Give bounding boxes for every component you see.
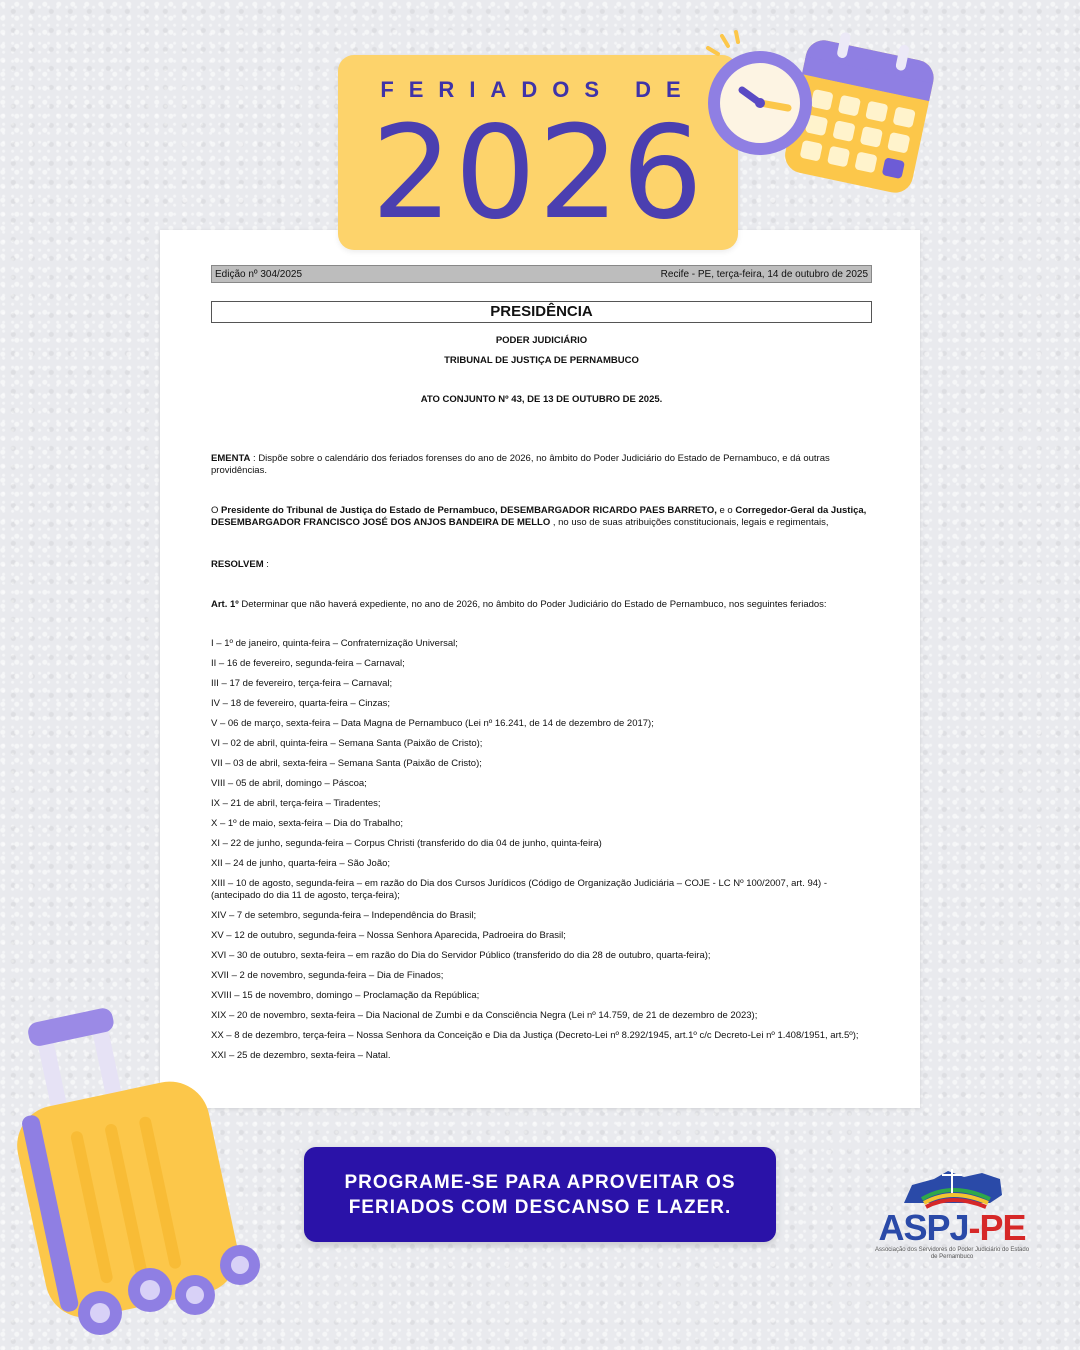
gazette-header (211, 265, 872, 283)
title-heading: FERIADOS DE (380, 77, 696, 102)
pres-end: , no uso de suas atribuições constitucionais, legais e regimentais, (550, 517, 829, 528)
section-title: PRESIDÊNCIA (211, 301, 872, 323)
president-name: Presidente do Tribunal de Justiça do Estado de Pernambuco, DESEMBARGADOR RICARDO PAES BARRETO, (221, 505, 717, 516)
clock-icon (700, 30, 830, 160)
resolvem-colon: : (263, 559, 269, 570)
publication-date: Recife - PE, terça-feira, 14 de outubro de 2025 (660, 268, 868, 280)
list-item: X – 1º de maio, sexta-feira – Dia do Trabalho; (211, 818, 403, 829)
ementa-label: EMENTA (211, 453, 251, 464)
article-1 (211, 599, 872, 611)
list-item: II – 16 de fevereiro, segunda-feira – Carnaval; (211, 658, 405, 669)
cta-text: PROGRAME-SE PARA APROVEITAR OS FERIADOS COM DESCANSO E LAZER. (344, 1171, 736, 1218)
suitcase-icon (5, 995, 270, 1345)
holiday-list (211, 638, 872, 1062)
title-year: 2026 (371, 99, 705, 248)
list-item: XVIII – 15 de novembro, domingo – Proclamação da República; (211, 990, 480, 1001)
list-item: XII – 24 de junho, quarta-feira – São João; (211, 858, 391, 869)
list-item: IV – 18 de fevereiro, quarta-feira – Cinzas; (211, 698, 391, 709)
article-label: Art. 1º (211, 599, 239, 610)
list-item: XXI – 25 de dezembro, sexta-feira – Natal. (211, 1050, 391, 1061)
ementa-text: : Dispõe sobre o calendário dos feriados forenses do ano de 2026, no âmbito do Poder Judiciário do Estado de Pernambuco, e dá outras providências. (211, 453, 830, 476)
list-item: XVII – 2 de novembro, segunda-feira – Dia de Finados; (211, 970, 444, 981)
edition-number: Edição nº 304/2025 (215, 268, 303, 280)
list-item: III – 17 de fevereiro, terça-feira – Carnaval; (211, 678, 393, 689)
org-name: PODER JUDICIÁRIO (495, 335, 588, 346)
court-name: TRIBUNAL DE JUSTIÇA DE PERNAMBUCO (444, 355, 639, 366)
aspj-pe-logo (872, 1165, 1032, 1265)
list-item: V – 06 de março, sexta-feira – Data Magna de Pernambuco (Lei nº 16.241, de 14 de dezembro de 2017); (211, 718, 654, 729)
list-item: XX – 8 de dezembro, terça-feira – Nossa Senhora da Conceição e Dia da Justiça (Decreto-Lei nº 8.292/1945, art.1º c/c Decreto-Lei nº 1.408/1951, art.5º); (211, 1030, 859, 1041)
list-item: VIII – 05 de abril, domingo – Páscoa; (211, 778, 367, 789)
list-item: XIII – 10 de agosto, segunda-feira – em razão do Dia dos Cursos Jurídicos (Código de Organização Judiciária – COJE - LC Nº 100/2007, art. 94) - (antecipado do dia 11 de agosto, terça-feira); (211, 878, 828, 901)
corregedor-name: Corregedor-Geral da Justiça, DESEMBARGADOR FRANCISCO JOSÉ DOS ANJOS BANDEIRA DE MELLO (211, 505, 867, 528)
logo-suffix-text: -PE (968, 1207, 1026, 1248)
list-item: XI – 22 de junho, segunda-feira – Corpus Christi (transferido do dia 04 de junho, quinta-feira) (211, 838, 602, 849)
logo-main-text: ASPJ (878, 1207, 969, 1248)
list-item: XV – 12 de outubro, segunda-feira – Nossa Senhora Aparecida, Padroeira do Brasil; (211, 930, 566, 941)
authorities-paragraph (211, 505, 872, 529)
list-item: XIX – 20 de novembro, sexta-feira – Dia Nacional de Zumbi e da Consciência Negra (Lei nº 14.759, de 21 de dezembro de 2023); (211, 1010, 758, 1021)
list-item: I – 1º de janeiro, quinta-feira – Confraternização Universal; (211, 638, 458, 649)
list-item: XVI – 30 de outubro, sexta-feira – em razão do Dia do Servidor Público (transferido do dia 28 de outubro, quarta-feira); (211, 950, 711, 961)
pres-prefix: O (211, 505, 222, 516)
official-gazette-document (160, 230, 920, 1108)
resolvem-label: RESOLVEM (211, 559, 264, 570)
list-item: VI – 02 de abril, quinta-feira – Semana Santa (Paixão de Cristo); (211, 738, 483, 749)
pernambuco-map-icon (872, 1165, 1032, 1210)
resolvem-line (211, 559, 872, 571)
logo-subtitle: Associação dos Servidores do Poder Judiciário do Estado de Pernambuco (874, 1247, 1030, 1260)
article-text: Determinar que não haverá expediente, no ano de 2026, no âmbito do Poder Judiciário do Estado de Pernambuco, nos seguintes feriados: (238, 599, 827, 610)
cta-banner (304, 1147, 776, 1242)
list-item: VII – 03 de abril, sexta-feira – Semana Santa (Paixão de Cristo); (211, 758, 482, 769)
ementa-paragraph (211, 453, 872, 477)
logo-wordmark (872, 1207, 1032, 1249)
list-item: XIV – 7 de setembro, segunda-feira – Independência do Brasil; (211, 910, 477, 921)
title-card (338, 55, 738, 250)
list-item: IX – 21 de abril, terça-feira – Tiradentes; (211, 798, 381, 809)
pres-mid: e o (716, 505, 736, 516)
act-title: ATO CONJUNTO Nº 43, DE 13 DE OUTUBRO DE 2025. (420, 394, 663, 405)
